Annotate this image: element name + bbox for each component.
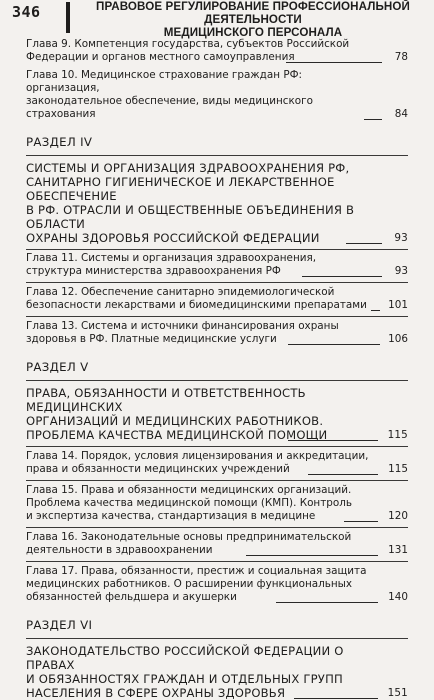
entry-title-line: структура министерства здравоохранения РФ	[26, 265, 281, 277]
entry-page-number: 93	[394, 265, 408, 277]
toc-entry-chapter-12[interactable]	[26, 286, 408, 312]
section-rule	[26, 446, 408, 447]
entry-title-line: безопасности лекарствами и биомедицинскими препаратами	[26, 299, 367, 311]
section-title-line: В РФ. ОТРАСЛИ И ОБЩЕСТВЕННЫЕ ОБЪЕДИНЕНИЯ В ОБЛАСТИ	[26, 203, 355, 231]
toc-entry-chapter-17[interactable]	[26, 565, 408, 604]
section-rule	[26, 316, 408, 317]
entry-title-line: Глава 14. Порядок, условия лицензирования и аккредитации,	[26, 450, 369, 462]
toc-entry-chapter-14[interactable]	[26, 450, 408, 476]
section-rule	[26, 282, 408, 283]
entry-title-line: обязанностей фельдшера и акушерки	[26, 591, 237, 603]
section-iv	[26, 135, 408, 346]
section-title-line: ПРАВА, ОБЯЗАННОСТИ И ОТВЕТСТВЕННОСТЬ МЕДИЦИНСКИХ	[26, 386, 306, 414]
running-header	[0, 0, 434, 39]
toc-entry-chapter-15[interactable]	[26, 484, 408, 523]
dotted-leader	[288, 344, 380, 345]
entry-title-line: Глава 10. Медицинское страхование граждан РФ: организация,	[26, 69, 303, 94]
dotted-leader	[371, 310, 380, 311]
entry-page-number: 115	[387, 429, 408, 441]
section-title-line: ОХРАНЫ ЗДОРОВЬЯ РОССИЙСКОЙ ФЕДЕРАЦИИ	[26, 231, 320, 245]
section-title-line: ПРОБЛЕМА КАЧЕСТВА МЕДИЦИНСКОЙ ПОМОЩИ	[26, 428, 328, 442]
dotted-leader	[308, 474, 378, 475]
section-rule	[26, 155, 408, 156]
section-rule	[26, 480, 408, 481]
entry-page-number: 115	[388, 463, 408, 475]
dotted-leader	[288, 440, 378, 441]
section-title-line: ЗАКОНОДАТЕЛЬСТВО РОССИЙСКОЙ ФЕДЕРАЦИИ О ПРАВАХ	[26, 644, 344, 672]
toc-entry-chapter-10[interactable]	[26, 69, 408, 121]
entry-title-line: Глава 12. Обеспечение санитарно эпидемиологической	[26, 286, 335, 298]
section-v	[26, 360, 408, 604]
section-title-line: САНИТАРНО ГИГИЕНИЧЕСКОЕ И ЛЕКАРСТВЕННОЕ ОБЕСПЕЧЕНИЕ	[26, 175, 335, 203]
entry-title-line: Федерации и органов местного самоуправления	[26, 51, 295, 63]
entry-title-line: Глава 13. Система и источники финансирования охраны	[26, 320, 339, 332]
entry-title-line: деятельности в здравоохранении	[26, 544, 213, 556]
running-title	[78, 0, 428, 39]
section-title-line: ОРГАНИЗАЦИЙ И МЕДИЦИНСКИХ РАБОТНИКОВ.	[26, 414, 324, 428]
entry-page-number: 151	[387, 687, 408, 699]
entry-page-number: 78	[394, 51, 408, 63]
entry-title-line: права и обязанности медицинских учреждений	[26, 463, 290, 475]
dotted-leader	[246, 555, 378, 556]
toc-entry-chapter-9[interactable]	[26, 38, 408, 64]
section-rule	[26, 638, 408, 639]
section-title-line: И ОБЯЗАННОСТЯХ ГРАЖДАН И ОТДЕЛЬНЫХ ГРУПП	[26, 672, 343, 686]
section-title-line: НАСЕЛЕНИЯ В СФЕРЕ ОХРАНЫ ЗДОРОВЬЯ	[26, 686, 286, 700]
entry-page-number: 140	[388, 591, 408, 603]
entry-page-number: 120	[388, 510, 408, 522]
entry-title-line: Глава 11. Системы и организация здравоохранения,	[26, 252, 317, 264]
section-rule	[26, 380, 408, 381]
section-rule	[26, 249, 408, 250]
entry-page-number: 131	[388, 544, 408, 556]
header-divider	[66, 2, 70, 33]
dotted-leader	[364, 119, 382, 120]
entry-title-line: законодательное обеспечение, виды медицинского страхования	[26, 95, 313, 120]
entry-title-line: Глава 17. Права, обязанности, престиж и социальная защита	[26, 565, 367, 577]
entry-page-number: 101	[388, 299, 408, 311]
entry-title-line: Глава 9. Компетенция государства, субъектов Российской	[26, 38, 350, 50]
running-title-line: МЕДИЦИНСКОГО ПЕРСОНАЛА	[163, 26, 343, 39]
dotted-leader	[276, 602, 378, 603]
dotted-leader	[286, 62, 382, 63]
entry-title-line: и экспертиза качества, стандартизация в медицине	[26, 510, 316, 522]
dotted-leader	[344, 521, 378, 522]
section-rule	[26, 527, 408, 528]
entry-page-number: 106	[388, 333, 408, 345]
toc-entry-chapter-16[interactable]	[26, 531, 408, 557]
section-title-entry[interactable]	[26, 386, 408, 442]
entry-page-number: 84	[394, 108, 408, 120]
section-rule	[26, 561, 408, 562]
dotted-leader	[346, 243, 382, 244]
page-number: 346	[12, 3, 41, 21]
section-title-entry[interactable]	[26, 161, 408, 245]
section-title-entry[interactable]	[26, 644, 408, 700]
dotted-leader	[294, 698, 378, 699]
running-title-line: ПРАВОВОЕ РЕГУЛИРОВАНИЕ ПРОФЕССИОНАЛЬНОЙ ДЕЯТЕЛЬНОСТИ	[96, 0, 410, 26]
entry-title-line: Глава 15. Права и обязанности медицинских организаций.	[26, 484, 352, 496]
section-label: РАЗДЕЛ IV	[26, 135, 93, 149]
toc-entry-chapter-13[interactable]	[26, 320, 408, 346]
entry-page-number: 93	[394, 232, 408, 244]
section-title-line: СИСТЕМЫ И ОРГАНИЗАЦИЯ ЗДРАВООХРАНЕНИЯ РФ,	[26, 161, 350, 175]
entry-title-line: медицинских работников. О расширении функциональных	[26, 578, 353, 590]
section-vi	[26, 618, 408, 700]
table-of-contents	[26, 38, 408, 700]
dotted-leader	[302, 276, 382, 277]
entry-title-line: Проблема качества медицинской помощи (КМП). Контроль	[26, 497, 352, 509]
toc-entry-chapter-11[interactable]	[26, 252, 408, 278]
section-label: РАЗДЕЛ V	[26, 360, 89, 374]
entry-title-line: здоровья в РФ. Платные медицинские услуги	[26, 333, 277, 345]
entry-title-line: Глава 16. Законодательные основы предпринимательской	[26, 531, 352, 543]
section-label: РАЗДЕЛ VI	[26, 618, 93, 632]
